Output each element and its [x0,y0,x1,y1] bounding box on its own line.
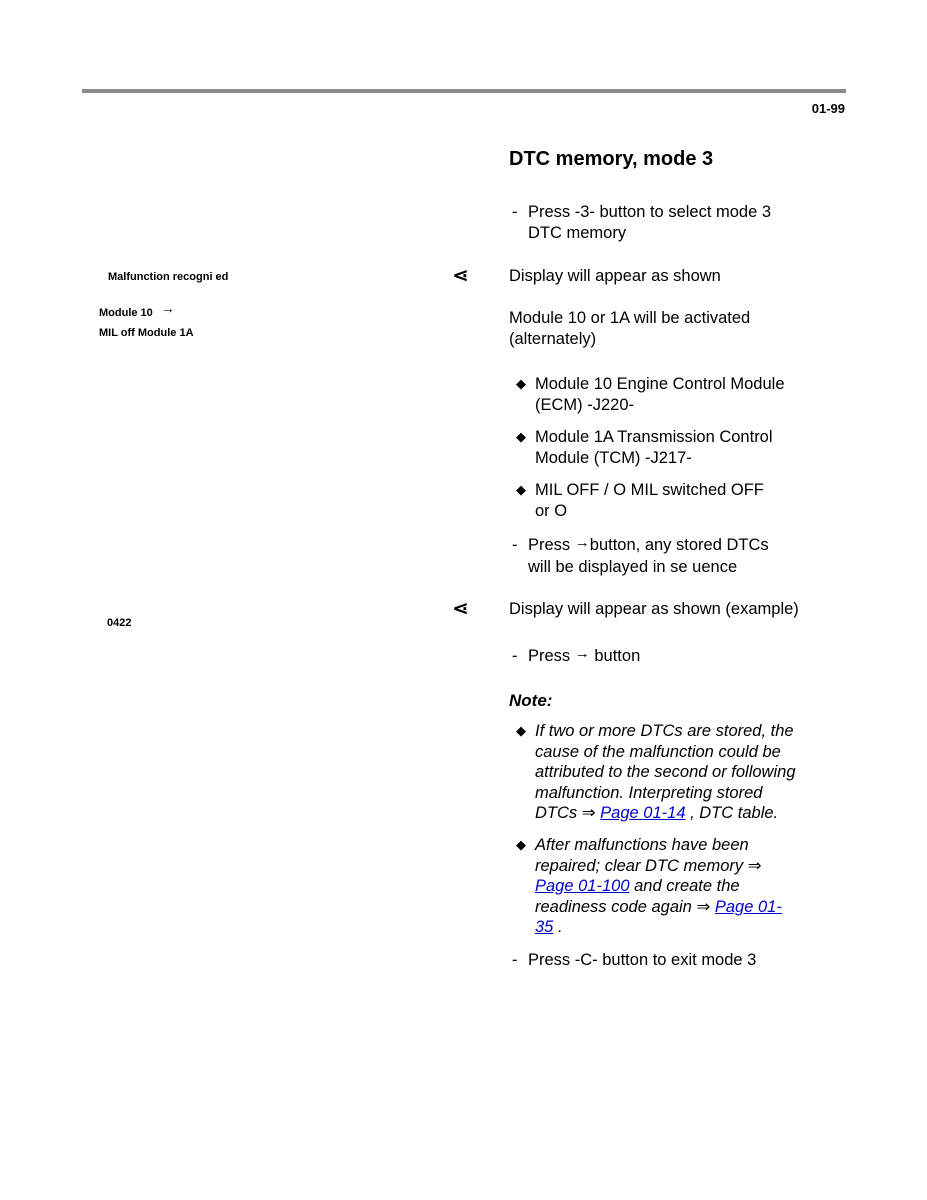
display-shown-text: Display will appear as shown [509,267,721,285]
activated-line-2: (alternately) [509,329,597,348]
step-press-3 [509,202,839,243]
diamond-bullet-icon: ◆ [516,376,526,391]
note-text: readiness code again ⇒ [535,897,711,916]
diamond-bullet-icon: ◆ [516,429,526,444]
bullet-line-2: (ECM) -J220- [535,395,635,414]
bullet-line-1: MIL OFF / O MIL switched OFF [535,481,764,499]
diamond-bullet-icon: ◆ [516,482,526,497]
step-rest: button, any stored DTCs [589,536,769,554]
page-link-01-14[interactable]: Page 01-14 [600,804,686,822]
dash-marker: - [512,536,518,554]
step-line-1: Press -C- button to exit mode 3 [528,951,757,969]
note-text: . [557,918,563,936]
display-line-malfunction: Malfunction recogni ed [108,271,229,283]
note-line: malfunction. Interpreting stored [535,783,763,802]
note-line: If two or more DTCs are stored, the [535,722,794,740]
page-link-01-35-part1[interactable]: Page 01- [714,897,782,916]
section-title: DTC memory, mode 3 [509,148,714,170]
step-press-c [509,950,839,971]
bullet-mil [513,480,828,521]
step-press-arrow [509,535,839,577]
bullet-line-2: or O [535,501,568,520]
right-arrow-icon: → [574,645,590,662]
page-link-01-35-part2[interactable]: 35 [535,918,554,936]
display-line-module [99,300,175,319]
header-rule [82,89,846,93]
step-line-1 [528,535,839,557]
note-label: Note: [509,691,553,710]
step-line-2: will be displayed in se uence [528,557,738,576]
step-line-1: Press -3- button to select mode 3 [528,203,772,221]
activated-line-1: Module 10 or 1A will be activated [509,309,751,327]
right-arrow-icon: → [574,534,590,551]
note-line [535,917,828,938]
dash-marker: - [512,647,518,665]
step-press-word: Press [528,647,571,665]
note-line: repaired; clear DTC memory ⇒ [535,856,762,875]
note-line: cause of the malfunction could be [535,742,781,761]
bullet-tcm [513,427,828,468]
step-rest: button [594,647,641,665]
step-press-word: Press [528,536,571,554]
note-line [535,876,828,897]
note-line: After malfunctions have been [535,836,749,854]
diamond-bullet-icon: ◆ [516,723,526,738]
display-code: 0422 [107,617,132,629]
pointer-left-icon: ⋖ [452,598,469,620]
step-line-1 [528,646,839,668]
display-shown-example: Display will appear as shown (example) [509,600,799,618]
step-line-2: DTC memory [528,223,627,242]
right-arrow-icon: → [160,300,175,316]
display-module-label: Module 10 [99,307,153,319]
note-bullet-2 [513,835,828,938]
note-text: DTCs ⇒ [535,804,596,822]
note-line: attributed to the second or following [535,763,796,781]
pointer-left-icon: ⋖ [452,265,469,287]
note-line [535,897,828,918]
bullet-line-1: Module 10 Engine Control Module [535,375,785,393]
activated-text [509,308,849,349]
note-bullet-1 [513,721,828,824]
bullet-line-1: Module 1A Transmission Control [535,428,773,446]
dash-marker: - [512,951,518,969]
diamond-bullet-icon: ◆ [516,837,526,852]
dash-marker: - [512,203,518,221]
note-text: , DTC table. [690,804,779,822]
bullet-line-2: Module (TCM) -J217- [535,448,692,467]
step-press-arrow-button [509,646,839,668]
note-line [535,803,828,824]
page-number: 01-99 [811,101,845,116]
page-link-01-100[interactable]: Page 01-100 [535,877,630,895]
display-line-mil: MIL off Module 1A [99,327,194,339]
note-text: and create the [634,877,740,895]
bullet-ecm [513,374,828,415]
